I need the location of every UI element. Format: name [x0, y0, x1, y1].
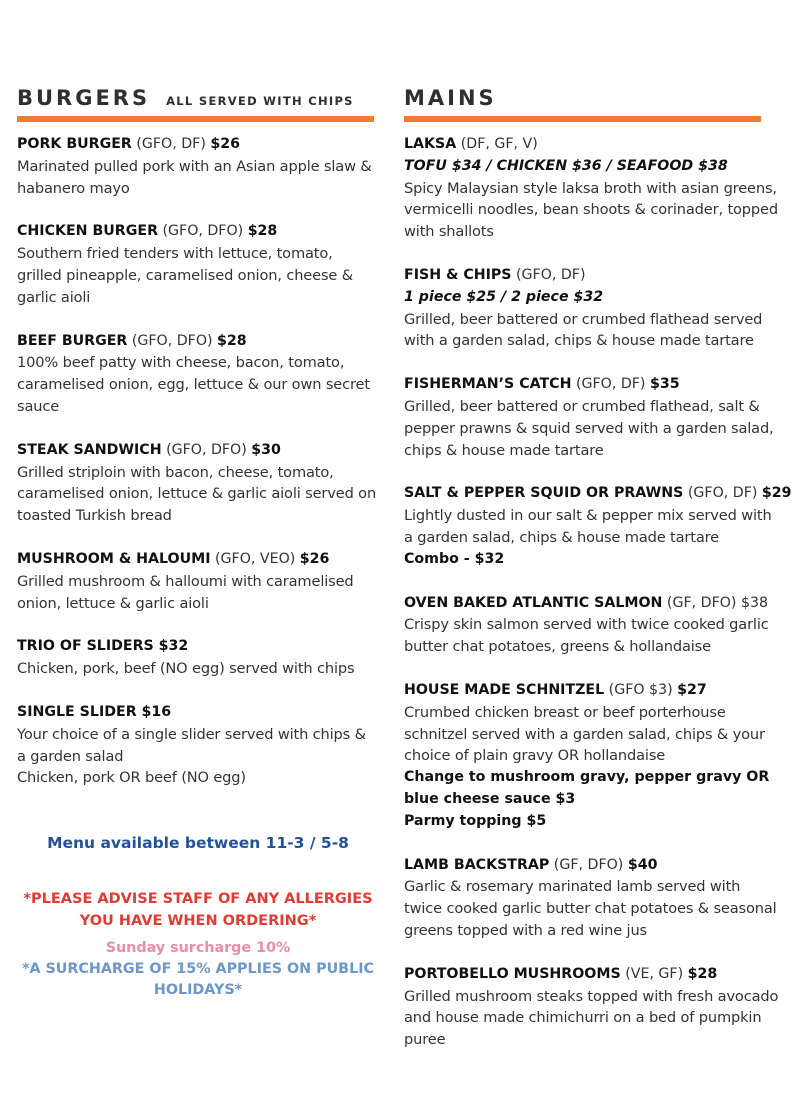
holiday-surcharge-note: *A SURCHARGE OF 15% APPLIES ON PUBLIC HOLIDAYS* — [21, 961, 375, 998]
allergy-warning: *PLEASE ADVISE STAFF OF ANY ALLERGIES YOU HAVE WHEN ORDERING* — [23, 891, 373, 929]
item-note: Chicken, pork OR beef (NO egg) — [17, 769, 246, 787]
item-price: $27 — [677, 681, 707, 698]
hours-note: Menu available between 11-3 / 5-8 — [47, 834, 349, 852]
menu-item — [404, 855, 780, 942]
burgers-header — [17, 86, 377, 112]
menu-item — [17, 702, 377, 789]
section-divider — [17, 116, 374, 122]
item-name: SINGLE SLIDER $16 — [17, 703, 172, 720]
item-name: PORK BURGER — [17, 136, 132, 152]
item-upgrade: Change to mushroom gravy, pepper gravy OR blue cheese sauce $3 — [404, 769, 770, 807]
item-description: Lightly dusted in our salt & pepper mix served with a garden salad, chips & house made tartare — [404, 507, 772, 546]
item-name: OVEN BAKED ATLANTIC SALMON — [404, 594, 663, 611]
item-description: Grilled, beer battered or crumbed flathead, salt & pepper prawns & squid served with a garden salad, chips & house made tartare — [404, 397, 774, 459]
item-description: Chicken, pork, beef (NO egg) served with chips — [17, 660, 355, 678]
item-description: Crispy skin salmon served with twice cooked garlic butter chat potatoes, greens & hollandaise — [404, 616, 769, 656]
item-tags: (GFO, DF) — [511, 266, 586, 283]
item-tags: (GF, DFO) — [549, 856, 628, 873]
menu-item — [404, 265, 780, 352]
item-description: 100% beef patty with cheese, bacon, tomato, caramelised onion, egg, lettuce & our own secret sauce — [17, 354, 370, 415]
item-price-options: 1 piece $25 / 2 piece $32 — [404, 288, 604, 305]
item-topping: Parmy topping $5 — [404, 812, 547, 829]
item-tags: (GFO, VEO) — [210, 550, 300, 567]
item-tags: (GFO, DFO) — [161, 441, 252, 458]
item-tags: (DF, GF, V) — [456, 136, 538, 152]
item-description: Spicy Malaysian style laksa broth with asian greens, vermicelli noodles, bean shoots & corinader, topped with shallots — [404, 179, 778, 241]
item-combo: Combo - $32 — [404, 550, 505, 567]
item-price: $28 — [217, 332, 247, 349]
item-tags: (GFO $3) — [604, 681, 678, 698]
item-description: Grilled striploin with bacon, cheese, tomato, caramelised onion, lettuce & garlic aioli served on toasted Turkish bread — [17, 463, 377, 525]
burgers-section — [17, 86, 377, 811]
menu-item — [404, 964, 780, 1051]
item-price: $40 — [627, 856, 658, 873]
item-tags: (GFO, DF) — [571, 376, 650, 393]
item-name: FISHERMAN’S CATCH — [404, 376, 572, 393]
menu-item — [17, 134, 377, 199]
item-price: $26 — [299, 550, 330, 567]
item-tags: (GFO, DFO) — [158, 223, 248, 240]
menu-item — [404, 374, 780, 461]
item-description: Grilled, beer battered or crumbed flathead served with a garden salad, chips & house made tartare — [404, 310, 763, 350]
item-description: Grilled mushroom & halloumi with caramelised onion, lettuce & garlic aioli — [17, 572, 354, 612]
item-name: HOUSE MADE SCHNITZEL — [404, 681, 605, 698]
item-tags: (GFO, DF) — [131, 136, 211, 152]
menu-item — [17, 549, 377, 614]
mains-section — [404, 86, 792, 1073]
item-price: $28 — [687, 965, 718, 982]
item-price: $28 — [247, 223, 278, 240]
item-name: PORTOBELLO MUSHROOMS — [404, 965, 621, 982]
item-price: $30 — [251, 441, 281, 458]
item-name: STEAK SANDWICH — [17, 441, 162, 458]
item-description: Marinated pulled pork with an Asian apple slaw & habanero mayo — [17, 157, 372, 197]
menu-item — [404, 593, 780, 658]
item-tags: (GFO, DF) — [683, 485, 762, 502]
item-name: MUSHROOM & HALOUMI — [17, 550, 211, 567]
item-description: Grilled mushroom steaks topped with fresh avocado and house made chimichurri on a bed of pumpkin puree — [404, 987, 779, 1049]
section-title: MAINS — [404, 86, 497, 110]
menu-item — [404, 134, 780, 243]
section-divider — [404, 116, 761, 122]
item-description: Southern fried tenders with lettuce, tomato, grilled pineapple, caramelised onion, cheese & garlic aioli — [17, 245, 353, 306]
item-price-options: TOFU $34 / CHICKEN $36 / SEAFOOD $38 — [404, 157, 728, 174]
item-price: $35 — [649, 376, 680, 393]
item-price: $26 — [210, 136, 240, 152]
item-name: CHICKEN BURGER — [17, 223, 158, 240]
menu-item — [17, 221, 377, 308]
sunday-surcharge-note: Sunday surcharge 10% — [105, 940, 291, 956]
menu-notes — [17, 834, 379, 1001]
item-description: Crumbed chicken breast or beef porterhouse schnitzel served with a garden salad, chips & your choice of plain gravy OR hollandaise — [404, 703, 765, 765]
item-description: Your choice of a single slider served with chips & a garden salad — [17, 725, 366, 765]
item-name: SALT & PEPPER SQUID OR PRAWNS — [404, 485, 684, 502]
item-tags: (GFO, DFO) — [127, 332, 218, 349]
menu-item — [17, 636, 377, 680]
item-name: FISH & CHIPS — [404, 266, 512, 283]
item-name: LAKSA — [404, 136, 457, 152]
menu-item — [404, 483, 792, 570]
item-name: BEEF BURGER — [17, 332, 128, 349]
menu-item — [17, 440, 377, 527]
mains-header — [404, 86, 780, 112]
section-title: BURGERS — [17, 86, 151, 110]
menu-item — [404, 680, 780, 833]
item-tags: (GF, DFO) $38 — [662, 594, 769, 611]
item-price: $29 — [761, 485, 792, 502]
item-name: TRIO OF SLIDERS $32 — [17, 638, 189, 655]
item-tags: (VE, GF) — [620, 965, 688, 982]
item-name: LAMB BACKSTRAP — [404, 856, 550, 873]
item-description: Garlic & rosemary marinated lamb served with twice cooked garlic butter chat potatoes & seasonal greens topped with a red wine jus — [404, 878, 777, 939]
section-subtitle: ALL SERVED WITH CHIPS — [166, 94, 354, 108]
menu-item — [17, 331, 377, 418]
